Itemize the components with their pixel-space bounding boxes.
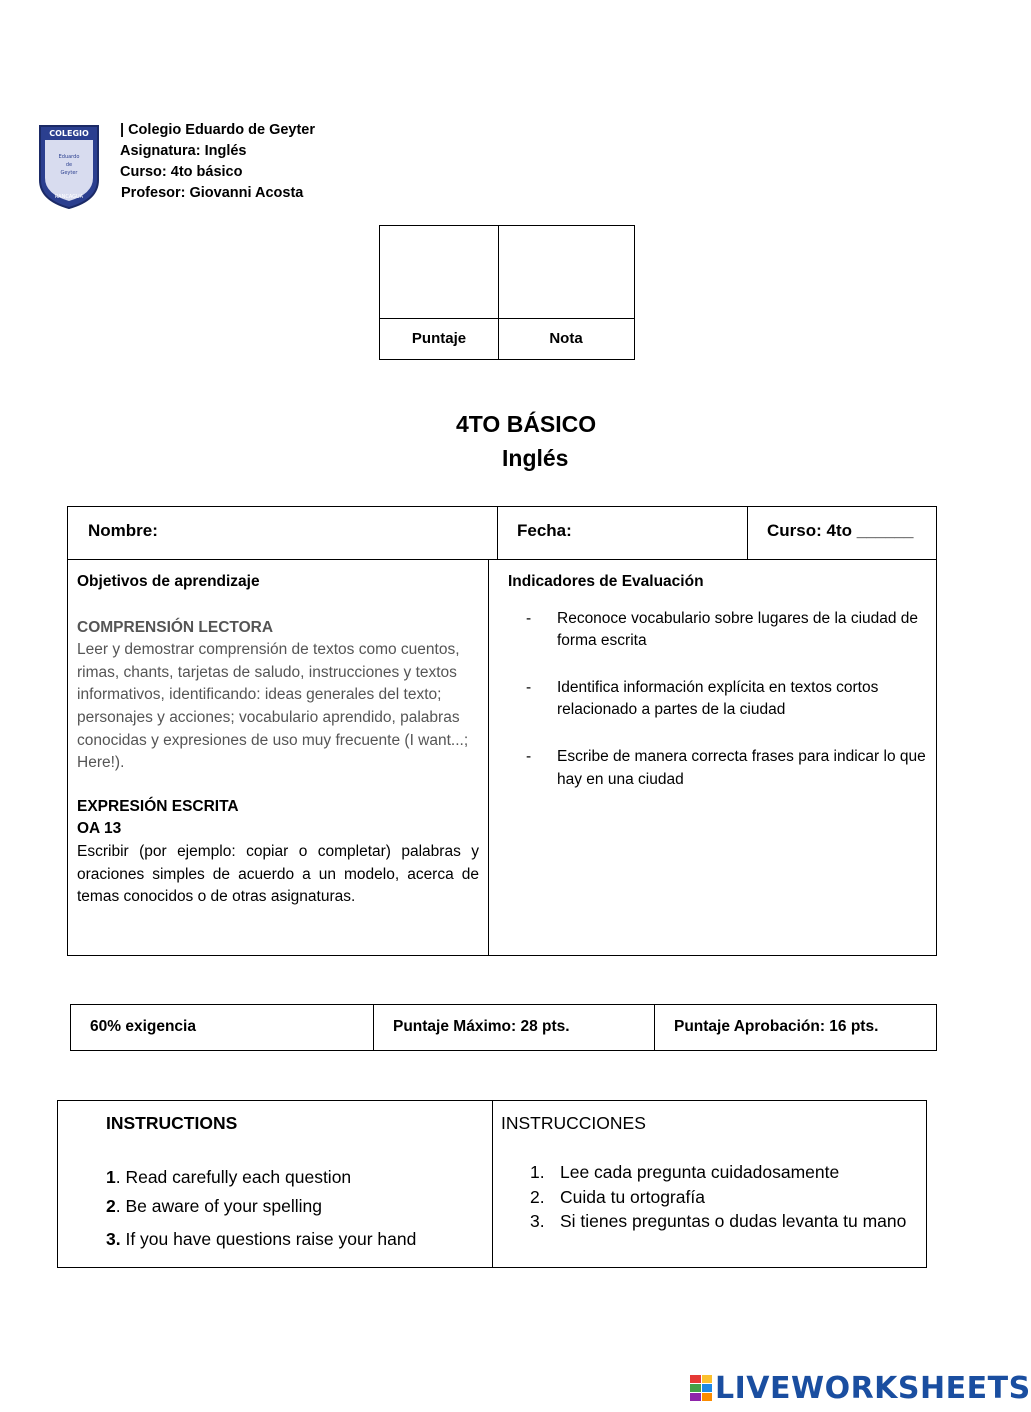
- liveworksheets-mark-icon: [690, 1375, 712, 1401]
- expresion-heading: EXPRESIÓN ESCRITA: [77, 797, 239, 815]
- nombre-field[interactable]: Nombre:: [88, 521, 158, 540]
- school-name: | Colegio Eduardo de Geyter: [120, 122, 316, 138]
- instruccion-item: 1. Lee cada pregunta cuidadosamente: [530, 1162, 840, 1182]
- instructions-table: [57, 1100, 927, 1268]
- objetivos-heading: Objetivos de aprendizaje: [77, 573, 260, 590]
- expresion-text: Escribir (por ejemplo: copiar o completar) palabras y oraciones simples de acuerdo a un modelo, acerca de temas conocidos o de otras asignaturas.: [77, 842, 479, 906]
- svg-text:Geyter: Geyter: [60, 170, 78, 176]
- svg-text:RANCAGUA: RANCAGUA: [54, 194, 84, 200]
- instrucciones-list: [530, 1160, 910, 1234]
- instruccion-item: 3. Si tienes preguntas o dudas levanta tu mano: [530, 1211, 907, 1231]
- puntaje-aprobacion-label: Puntaje Aprobación: 16 pts.: [674, 1018, 879, 1035]
- instrucciones-heading: INSTRUCCIONES: [501, 1113, 646, 1133]
- objetivos-section: [77, 571, 479, 909]
- puntaje-label: Puntaje: [411, 330, 467, 347]
- nota-label: Nota: [549, 330, 583, 347]
- indicador-item: - Identifica información explícita en textos cortos relacionado a partes de la ciudad: [508, 677, 928, 722]
- exigencia-label: 60% exigencia: [90, 1018, 196, 1035]
- svg-text:COLEGIO: COLEGIO: [49, 129, 89, 138]
- liveworksheets-wordmark: LIVEWORKSHEETS: [715, 1370, 1031, 1406]
- student-info-table: [67, 506, 937, 956]
- svg-text:Eduardo: Eduardo: [58, 154, 80, 160]
- fecha-field[interactable]: Fecha:: [517, 521, 572, 540]
- indicador-item: - Reconoce vocabulario sobre lugares de la ciudad de forma escrita: [508, 608, 928, 653]
- exigencia-table: [70, 1004, 937, 1051]
- indicadores-heading: Indicadores de Evaluación: [508, 573, 704, 590]
- instructions-heading: INSTRUCTIONS: [106, 1113, 238, 1133]
- comprension-heading: COMPRENSIÓN LECTORA: [77, 618, 274, 636]
- instruction-item: 3. If you have questions raise your hand: [106, 1229, 417, 1249]
- score-box: [379, 225, 635, 360]
- comprension-text: Leer y demostrar comprensión de textos como cuentos, rimas, chants, tarjetas de saludo, instrucciones y textos informativos, identificando: ideas generales del texto; personajes y acciones; vocabulario aprendido, palabras conocidas y expresiones de uso muy frecuente (I want...; Here!).: [77, 641, 469, 772]
- oa-label: OA 13: [77, 820, 122, 838]
- curso-field[interactable]: Curso: 4to ______: [767, 521, 914, 540]
- svg-text:de: de: [65, 162, 73, 168]
- page-title: 4TO BÁSICO: [456, 411, 597, 437]
- indicador-item: - Escribe de manera correcta frases para indicar lo que hay en una ciudad: [508, 746, 928, 791]
- school-crest-logo: [38, 124, 100, 210]
- puntaje-maximo-label: Puntaje Máximo: 28 pts.: [393, 1018, 570, 1035]
- instruction-item: 2. Be aware of your spelling: [106, 1196, 322, 1216]
- subject-label: Asignatura: Inglés: [120, 143, 247, 159]
- page-subtitle: Inglés: [502, 445, 569, 471]
- liveworksheets-logo[interactable]: [690, 1372, 1031, 1404]
- teacher-label: Profesor: Giovanni Acosta: [121, 185, 304, 201]
- indicadores-section: [508, 571, 928, 815]
- instruccion-item: 2. Cuida tu ortografía: [530, 1186, 705, 1207]
- instruction-item: 1. Read carefully each question: [106, 1167, 352, 1187]
- course-label: Curso: 4to básico: [120, 164, 243, 180]
